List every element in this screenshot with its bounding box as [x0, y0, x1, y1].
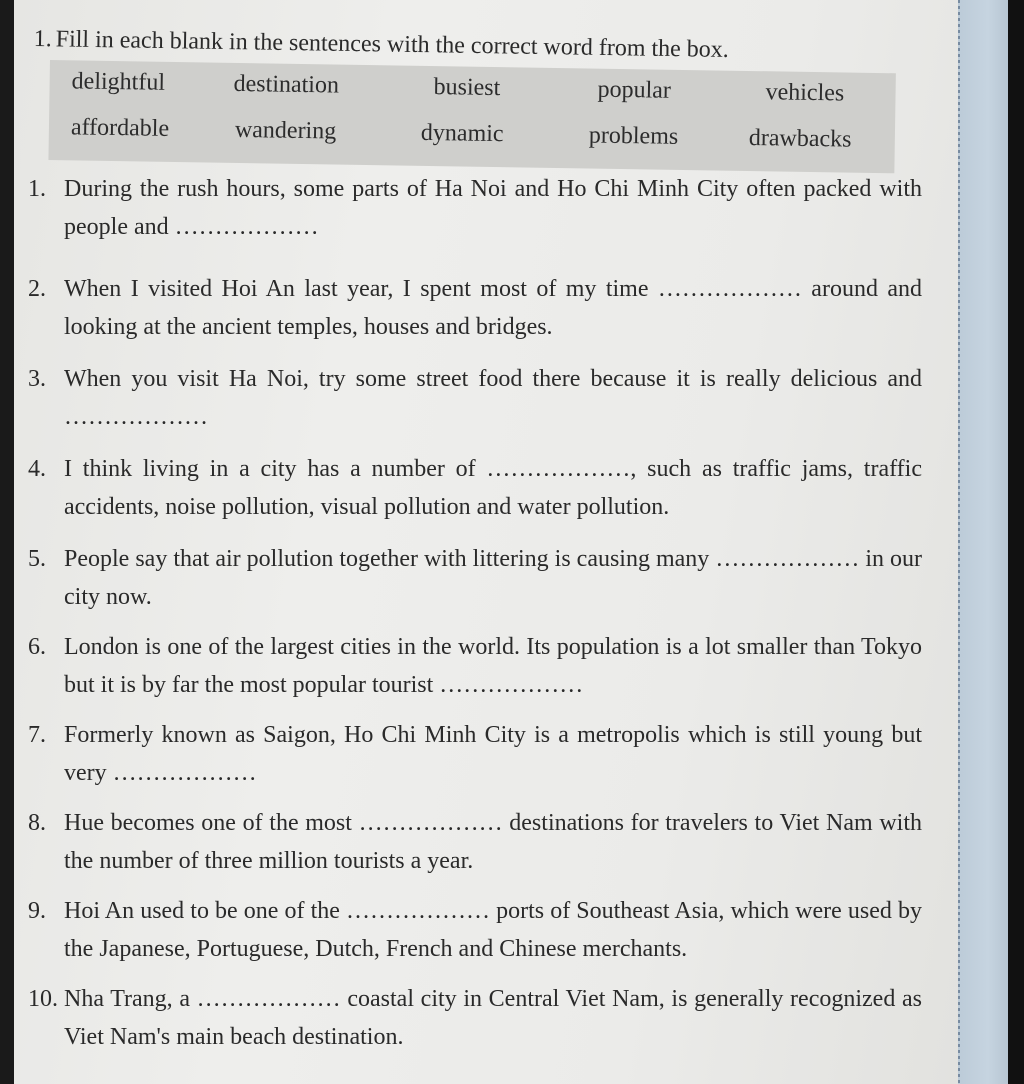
word-box-item: delightful	[71, 68, 166, 96]
word-box-item: wandering	[234, 116, 337, 145]
word-box-item: destination	[233, 70, 340, 99]
exercise-number: 1.	[33, 25, 52, 53]
question-number: 10.	[28, 986, 58, 1012]
question-number: 1.	[28, 176, 46, 202]
word-box-item: popular	[597, 76, 672, 104]
question-text: Hue becomes one of the most ……………… destinations for travelers to Viet Nam with the number of three million tourists a year.	[64, 810, 922, 874]
dotted-border	[958, 0, 960, 1084]
word-box-item: problems	[588, 122, 679, 150]
word-box-item: dynamic	[420, 119, 504, 148]
question-text: When you visit Ha Noi, try some street food there because it is really delicious and ………………	[64, 366, 922, 430]
question-number: 7.	[28, 722, 46, 748]
word-box-item: vehicles	[765, 79, 845, 107]
question-number: 2.	[28, 276, 46, 302]
question-number: 6.	[28, 634, 46, 660]
question-text: I think living in a city has a number of ………………, such as traffic jams, traffic accidents, noise pollution, visual pollution and water pollution.	[64, 456, 922, 520]
photo-edge	[1008, 0, 1024, 1084]
word-box-item: drawbacks	[748, 124, 852, 153]
question-number: 4.	[28, 456, 46, 482]
question-text: Nha Trang, a ……………… coastal city in Central Viet Nam, is generally recognized as Viet Nam's main beach destination.	[64, 986, 922, 1050]
question-number: 8.	[28, 810, 46, 836]
question-text: Hoi An used to be one of the ……………… ports of Southeast Asia, which were used by the Japanese, Portuguese, Dutch, French and Chinese merchants.	[64, 898, 922, 962]
page-side-strip	[958, 0, 1008, 1084]
question-text: When I visited Hoi An last year, I spent most of my time ……………… around and looking at the ancient temples, houses and bridges.	[64, 276, 922, 340]
word-box-item: busiest	[433, 74, 501, 102]
question-text: London is one of the largest cities in the world. Its population is a lot smaller than Tokyo but it is by far the most popular tourist ………………	[64, 634, 922, 698]
instruction-text: Fill in each blank in the sentences with the correct word from the box.	[55, 26, 729, 63]
question-text: During the rush hours, some parts of Ha Noi and Ho Chi Minh City often packed with people and ………………	[64, 176, 922, 240]
question-number: 9.	[28, 898, 46, 924]
word-box-item: affordable	[70, 114, 170, 142]
question-number: 3.	[28, 366, 46, 392]
question-number: 5.	[28, 546, 46, 572]
word-box	[48, 60, 895, 173]
question-text: Formerly known as Saigon, Ho Chi Minh City is a metropolis which is still young but very ………………	[64, 722, 922, 786]
question-text: People say that air pollution together with littering is causing many ……………… in our city now.	[64, 546, 922, 610]
